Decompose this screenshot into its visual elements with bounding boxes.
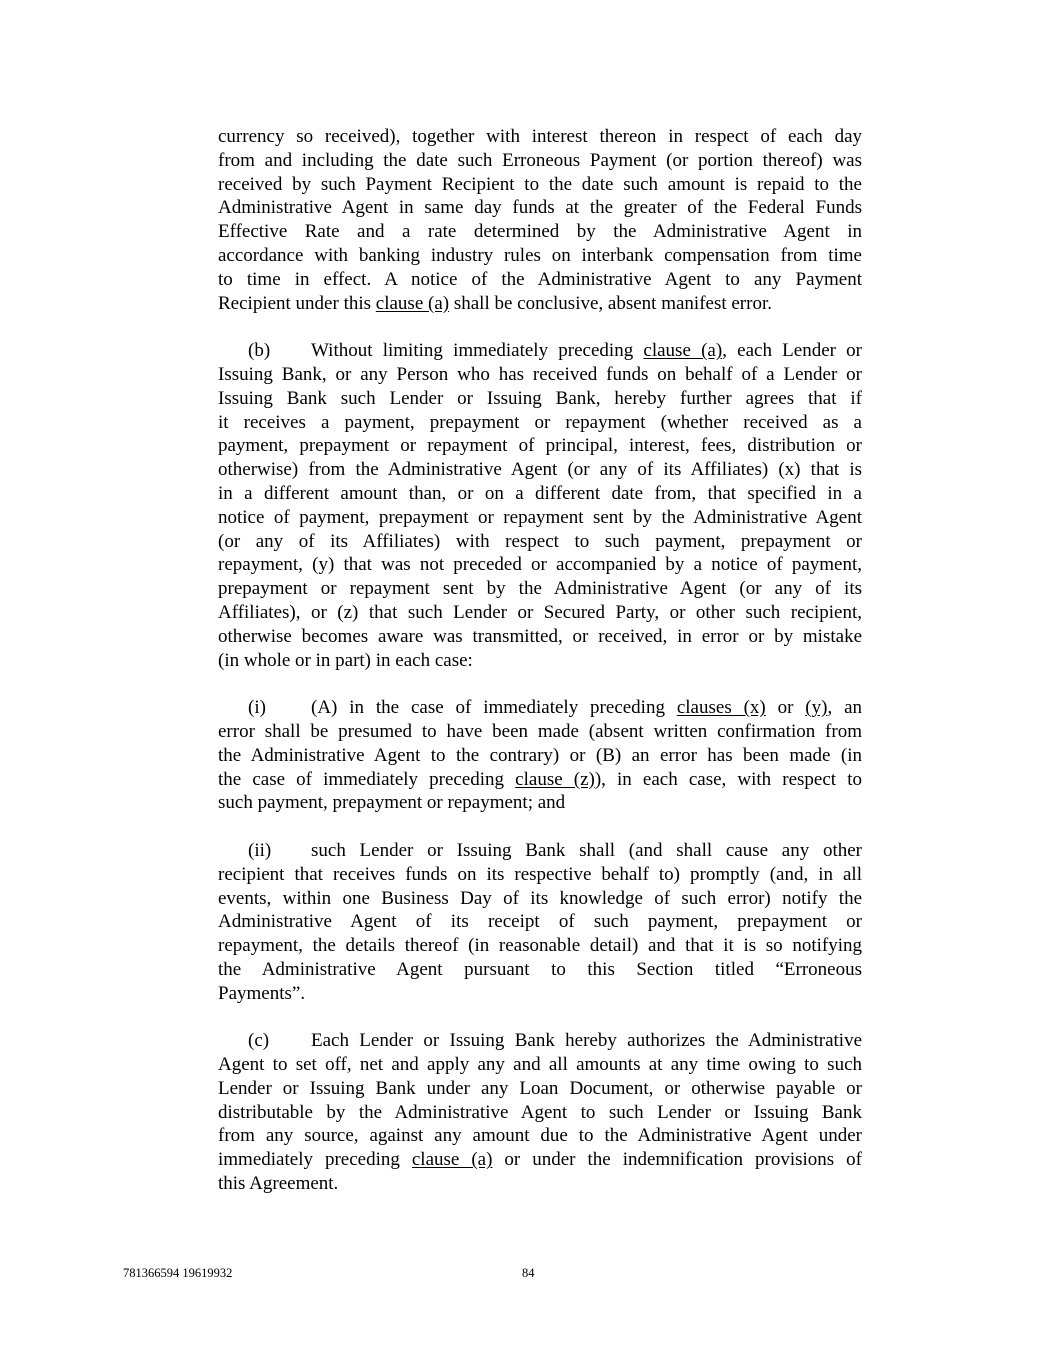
document-id: 781366594 19619932 [123, 1266, 233, 1280]
text-segment: Effective Rate and a rate determined by the Administrative Agent in [218, 221, 862, 243]
text-segment: (A) in the case of immediately preceding [311, 697, 677, 719]
text-line [218, 530, 862, 554]
document-body [218, 125, 862, 1220]
text-line [218, 863, 862, 887]
text-segment: otherwise) from the Administrative Agent (or any of its Affiliates) (x) that is [218, 459, 862, 481]
text-segment: error shall be presumed to have been made (absent written confirmation from [218, 720, 862, 742]
paragraph-b [218, 339, 862, 672]
text-segment: to time in effect. A notice of the Administrative Agent to any Payment [218, 268, 862, 290]
text-segment: Issuing Bank, or any Person who has received funds on behalf of a Lender or [218, 363, 862, 385]
text-segment: Payments”. [218, 982, 306, 1004]
text-segment: recipient that receives funds on its respective behalf to) promptly (and, in all [218, 863, 862, 885]
text-segment: distributable by the Administrative Agent to such Lender or Issuing Bank [218, 1101, 862, 1123]
text-line [218, 791, 862, 815]
text-segment: the case of immediately preceding [218, 768, 516, 790]
text-line [218, 1148, 862, 1172]
text-segment: prepayment or repayment sent by the Administrative Agent (or any of its [218, 578, 862, 600]
text-line [218, 601, 862, 625]
text-segment: Affiliates), or (z) that such Lender or Secured Party, or other such recipient, [218, 601, 862, 623]
text-segment: such Lender or Issuing Bank shall (and shall cause any other [311, 839, 862, 861]
text-line [218, 839, 862, 863]
text-segment: from any source, against any amount due to the Administrative Agent under [218, 1125, 862, 1147]
text-line [218, 720, 862, 744]
text-segment: received by such Payment Recipient to the date such amount is repaid to the [218, 173, 862, 195]
text-line [218, 292, 862, 316]
text-line [218, 553, 862, 577]
text-line [218, 982, 862, 1006]
text-line [218, 482, 862, 506]
text-segment: or [765, 697, 806, 719]
text-segment: Recipient under this [218, 292, 376, 314]
text-line [218, 1172, 862, 1196]
text-segment: payment, prepayment or repayment of principal, interest, fees, distribution or [218, 435, 862, 457]
text-line [218, 958, 862, 982]
text-line [218, 1124, 862, 1148]
paragraph-c [218, 1029, 862, 1196]
text-line [218, 1029, 862, 1053]
text-segment: Without limiting immediately preceding [311, 340, 644, 362]
text-line [218, 1101, 862, 1125]
text-line [218, 910, 862, 934]
text-segment: the Administrative Agent pursuant to this Section titled “Erroneous [218, 958, 862, 980]
text-segment: or under the indemnification provisions of [492, 1149, 862, 1171]
text-segment: currency so received), together with interest thereon in respect of each day [218, 126, 862, 147]
text-line [218, 387, 862, 411]
text-line [218, 506, 862, 530]
paragraph-ii [218, 839, 862, 1006]
text-segment: , an [827, 697, 863, 719]
clause-reference: (y) [805, 697, 828, 719]
text-segment: from and including the date such Erroneous Payment (or portion thereof) was [218, 149, 862, 171]
clause-reference: clause (a) [411, 1149, 493, 1171]
text-segment: Each Lender or Issuing Bank hereby authorizes the Administrative [311, 1030, 862, 1052]
clause-label: (b) [248, 340, 271, 362]
text-line [218, 458, 862, 482]
text-segment: Issuing Bank such Lender or Issuing Bank, hereby further agrees that if [218, 387, 862, 409]
text-segment: Administrative Agent of its receipt of such payment, prepayment or [218, 911, 862, 933]
text-segment: events, within one Business Day of its knowledge of such error) notify the [218, 887, 862, 909]
text-line [218, 768, 862, 792]
text-line [218, 1077, 862, 1101]
text-segment: repayment, (y) that was not preceded or accompanied by a notice of payment, [218, 554, 862, 576]
page-number: 84 [522, 1266, 535, 1280]
text-segment: the Administrative Agent to the contrary) or (B) an error has been made (in [218, 744, 862, 766]
clause-reference: clauses (x) [676, 697, 766, 719]
text-segment: this Agreement. [218, 1173, 339, 1195]
text-line [218, 149, 862, 173]
text-segment: Lender or Issuing Bank under any Loan Document, or otherwise payable or [218, 1077, 862, 1099]
text-line [218, 434, 862, 458]
text-segment: ), in each case, with respect to [594, 768, 862, 790]
text-line [218, 744, 862, 768]
clause-label: (i) [248, 697, 266, 719]
text-line [218, 625, 862, 649]
text-line [218, 1053, 862, 1077]
text-segment: in a different amount than, or on a different date from, that specified in a [218, 482, 862, 504]
text-segment: , each Lender or [722, 340, 862, 362]
text-segment: shall be conclusive, absent manifest error. [449, 292, 772, 314]
text-line [218, 934, 862, 958]
text-line [218, 244, 862, 268]
text-segment: immediately preceding [218, 1149, 412, 1171]
text-segment: repayment, the details thereof (in reasonable detail) and that it is so notifying [218, 935, 862, 957]
paragraph-continued [218, 125, 862, 315]
text-segment: Agent to set off, net and apply any and all amounts at any time owing to such [218, 1054, 862, 1076]
text-line [218, 363, 862, 387]
text-line [218, 696, 862, 720]
text-line [218, 339, 862, 363]
paragraph-i [218, 696, 862, 815]
text-line [218, 411, 862, 435]
text-segment: notice of payment, prepayment or repayment sent by the Administrative Agent [218, 506, 862, 528]
text-line [218, 173, 862, 197]
clause-label: (c) [248, 1030, 270, 1052]
text-segment: it receives a payment, prepayment or repayment (whether received as a [218, 411, 862, 433]
text-line [218, 268, 862, 292]
text-line [218, 196, 862, 220]
text-segment: Administrative Agent in same day funds at the greater of the Federal Funds [218, 197, 862, 219]
text-line [218, 649, 862, 673]
clause-label: (ii) [248, 839, 272, 861]
clause-reference: clause (a) [375, 292, 450, 314]
text-line [218, 125, 862, 149]
text-segment: (or any of its Affiliates) with respect to such payment, prepayment or [218, 530, 862, 552]
text-segment: otherwise becomes aware was transmitted, or received, in error or by mistake [218, 625, 862, 647]
text-line [218, 577, 862, 601]
text-segment: accordance with banking industry rules on interbank compensation from time [218, 244, 862, 266]
text-segment: such payment, prepayment or repayment; and [218, 792, 566, 814]
text-line [218, 887, 862, 911]
text-line [218, 220, 862, 244]
text-segment: (in whole or in part) in each case: [218, 649, 473, 671]
clause-reference: clause (a) [643, 340, 723, 362]
clause-reference: clause (z) [515, 768, 595, 790]
